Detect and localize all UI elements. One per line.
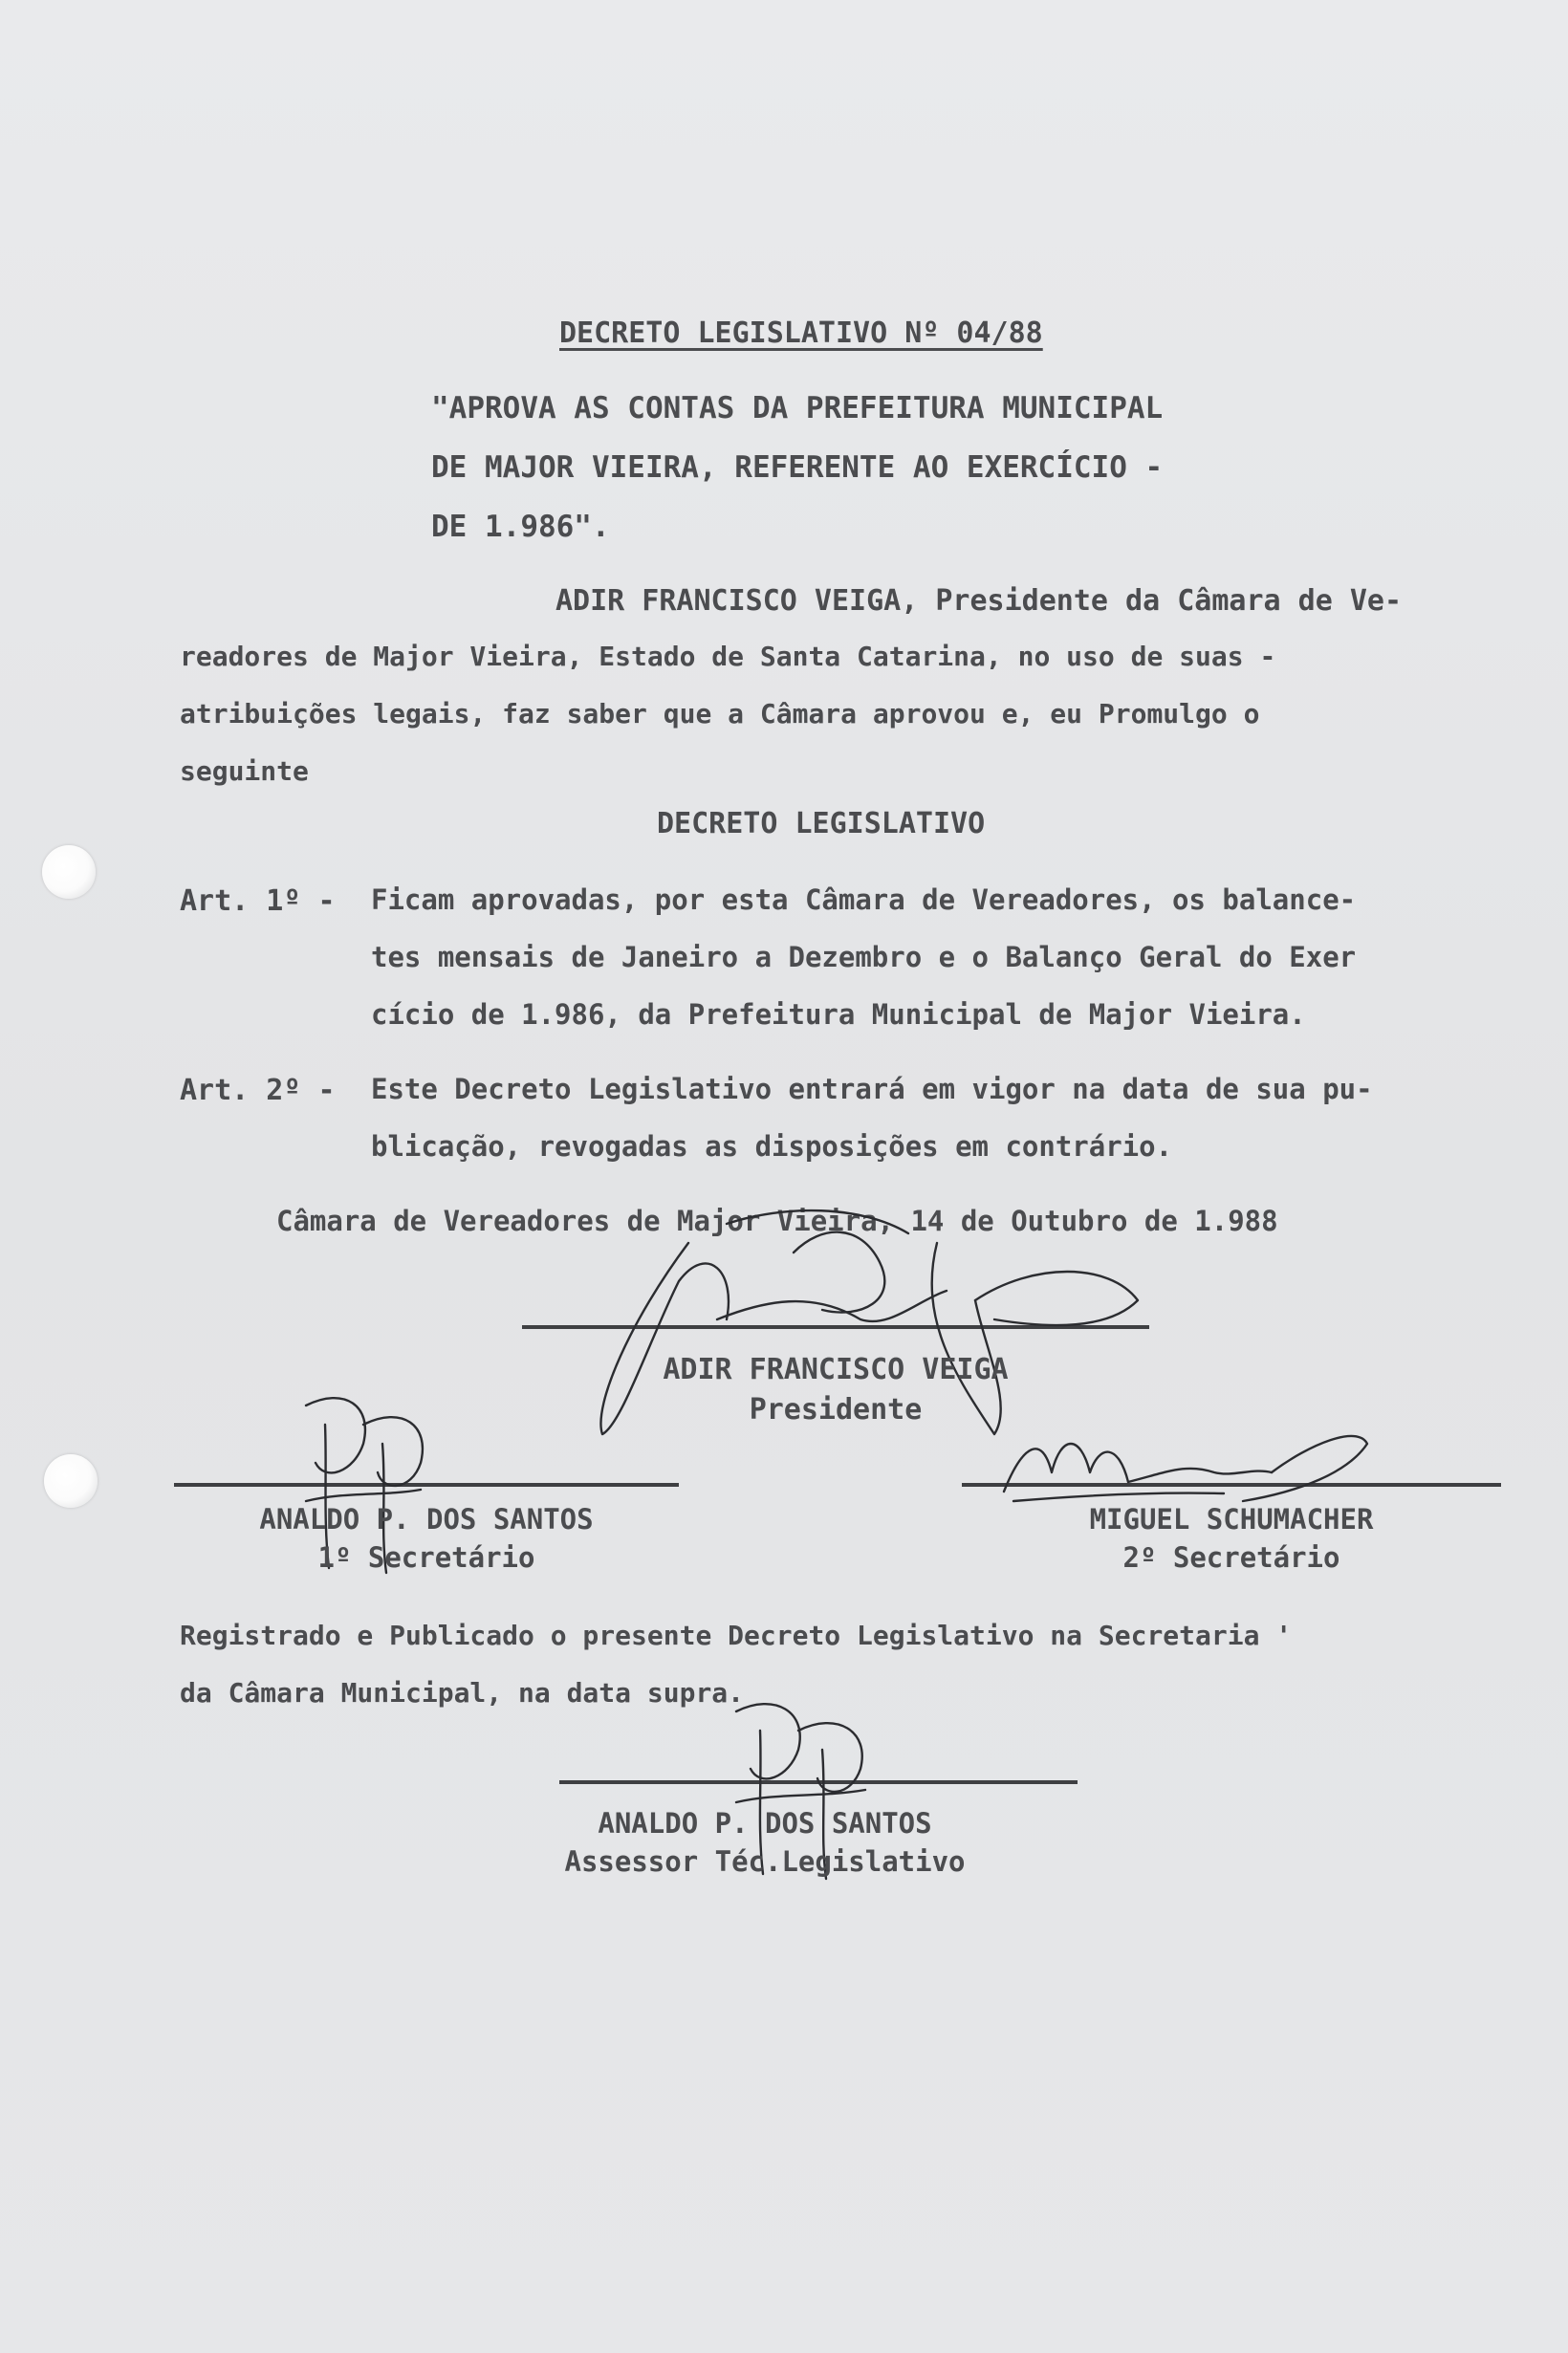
- article-2-line-1: Este Decreto Legislativo entrará em vigor na data de sua pu-: [371, 1073, 1373, 1105]
- article-1-line-1: Ficam aprovadas, por esta Câmara de Vereadores, os balance-: [371, 883, 1357, 916]
- article-1-line-2: tes mensais de Janeiro a Dezembro e o Balanço Geral do Exer: [371, 941, 1357, 973]
- place-date: Câmara de Vereadores de Major Vieira, 14 de Outubro de 1.988: [276, 1205, 1278, 1237]
- preamble-line-1: ADIR FRANCISCO VEIGA, Presidente da Câmara de Ve-: [555, 584, 1403, 618]
- registration-signer-role: Assessor Téc.Legislativo: [564, 1845, 966, 1878]
- registration-line-1: Registrado e Publicado o presente Decreto Legislativo na Secretaria ': [180, 1620, 1293, 1651]
- decree-title: DECRETO LEGISLATIVO Nº 04/88: [559, 316, 1043, 350]
- second-secretary-name: MIGUEL SCHUMACHER: [1089, 1503, 1374, 1536]
- punch-hole-top: [42, 845, 96, 899]
- first-secretary-name: ANALDO P. DOS SANTOS: [259, 1503, 594, 1536]
- article-2-line-2: blicação, revogadas as disposições em contrário.: [371, 1130, 1173, 1163]
- registration-signer-name: ANALDO P. DOS SANTOS: [598, 1807, 932, 1840]
- preamble-line-2: readores de Major Vieira, Estado de Santa Catarina, no uso de suas -: [180, 641, 1276, 672]
- preamble-line-4: seguinte: [180, 755, 309, 787]
- decree-summary-line-2: DE MAJOR VIEIRA, REFERENTE AO EXERCÍCIO -: [431, 450, 1164, 485]
- decree-summary-line-3: DE 1.986".: [431, 510, 610, 544]
- president-name: ADIR FRANCISCO VEIGA: [663, 1353, 1009, 1386]
- punch-hole-bottom: [44, 1454, 98, 1508]
- article-1-line-3: cício de 1.986, da Prefeitura Municipal de Major Vieira.: [371, 998, 1306, 1031]
- article-1-label: Art. 1º -: [180, 884, 336, 918]
- second-secretary-role: 2º Secretário: [1122, 1541, 1340, 1574]
- first-secretary-role: 1º Secretário: [317, 1541, 535, 1574]
- president-role: Presidente: [749, 1393, 923, 1427]
- preamble-line-3: atribuições legais, faz saber que a Câmara aprovou e, eu Promulgo o: [180, 698, 1260, 730]
- decree-heading: DECRETO LEGISLATIVO: [657, 807, 986, 840]
- registration-line-2: da Câmara Municipal, na data supra.: [180, 1677, 745, 1709]
- article-2-label: Art. 2º -: [180, 1074, 336, 1107]
- decree-summary-line-1: "APROVA AS CONTAS DA PREFEITURA MUNICIPAL: [431, 391, 1164, 425]
